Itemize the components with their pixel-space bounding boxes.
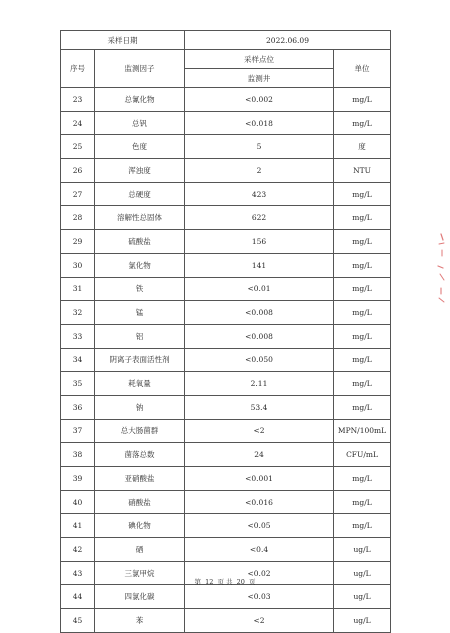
row-seq-cell: 30 xyxy=(61,253,95,277)
row-value-cell: 2.11 xyxy=(185,372,334,396)
row-value-cell: <2 xyxy=(185,419,334,443)
row-seq-cell: 23 xyxy=(61,88,95,112)
unit-header: 单位 xyxy=(334,50,391,88)
row-unit-cell: mg/L xyxy=(334,490,391,514)
row-unit-cell: mg/L xyxy=(334,88,391,112)
row-factor-cell: 阴离子表面活性剂 xyxy=(95,348,185,372)
table-row xyxy=(61,301,391,325)
table-row xyxy=(61,135,391,159)
sampling-date-label: 采样日期 xyxy=(61,31,185,50)
row-value-cell: <0.01 xyxy=(185,277,334,301)
table-row xyxy=(61,419,391,443)
page-footer xyxy=(0,577,450,586)
sampling-point-header: 采样点位 xyxy=(185,50,334,69)
row-factor-cell: 总钒 xyxy=(95,111,185,135)
table-row xyxy=(61,395,391,419)
row-value-cell: <0.02 xyxy=(185,561,334,585)
table-row xyxy=(61,372,391,396)
row-unit-cell: mg/L xyxy=(334,230,391,254)
row-factor-cell: 苯 xyxy=(95,609,185,633)
row-factor-cell: 氯化物 xyxy=(95,253,185,277)
row-value-cell: 423 xyxy=(185,182,334,206)
row-unit-cell: NTU xyxy=(334,159,391,183)
row-factor-cell: 耗氧量 xyxy=(95,372,185,396)
monitoring-results-table xyxy=(60,30,391,633)
row-seq-cell: 38 xyxy=(61,443,95,467)
row-unit-cell: mg/L xyxy=(334,111,391,135)
row-unit-cell: mg/L xyxy=(334,514,391,538)
table-row xyxy=(61,277,391,301)
row-unit-cell: mg/L xyxy=(334,253,391,277)
row-unit-cell: CFU/mL xyxy=(334,443,391,467)
row-value-cell: 622 xyxy=(185,206,334,230)
row-seq-cell: 45 xyxy=(61,609,95,633)
row-value-cell: <0.008 xyxy=(185,301,334,325)
footer-prefix: 第 xyxy=(194,578,202,586)
row-value-cell: 2 xyxy=(185,159,334,183)
row-seq-cell: 33 xyxy=(61,324,95,348)
factor-header: 监测因子 xyxy=(95,50,185,88)
table-row xyxy=(61,159,391,183)
table-row xyxy=(61,443,391,467)
sampling-point-value: 监测井 xyxy=(185,69,334,88)
row-value-cell: 141 xyxy=(185,253,334,277)
row-value-cell: <0.002 xyxy=(185,88,334,112)
row-unit-cell: mg/L xyxy=(334,324,391,348)
row-seq-cell: 36 xyxy=(61,395,95,419)
row-seq-cell: 29 xyxy=(61,230,95,254)
row-value-cell: 24 xyxy=(185,443,334,467)
row-factor-cell: 总氰化物 xyxy=(95,88,185,112)
row-value-cell: 156 xyxy=(185,230,334,254)
row-value-cell: <0.4 xyxy=(185,538,334,562)
table-row xyxy=(61,206,391,230)
footer-page-number: 12 xyxy=(205,578,214,586)
row-value-cell: 5 xyxy=(185,135,334,159)
row-seq-cell: 27 xyxy=(61,182,95,206)
row-factor-cell: 总硬度 xyxy=(95,182,185,206)
table-header-row xyxy=(61,50,391,69)
table-header-row xyxy=(61,31,391,50)
seal-stamp-fragment xyxy=(436,230,446,310)
row-factor-cell: 锰 xyxy=(95,301,185,325)
row-factor-cell: 色度 xyxy=(95,135,185,159)
row-unit-cell: ug/L xyxy=(334,609,391,633)
row-value-cell: <0.018 xyxy=(185,111,334,135)
row-seq-cell: 25 xyxy=(61,135,95,159)
row-factor-cell: 亚硝酸盐 xyxy=(95,467,185,491)
row-unit-cell: mg/L xyxy=(334,206,391,230)
row-seq-cell: 31 xyxy=(61,277,95,301)
row-factor-cell: 四氯化碳 xyxy=(95,585,185,609)
table-row xyxy=(61,230,391,254)
row-unit-cell: mg/L xyxy=(334,301,391,325)
row-unit-cell: mg/L xyxy=(334,277,391,301)
row-value-cell: 53.4 xyxy=(185,395,334,419)
row-factor-cell: 硫酸盐 xyxy=(95,230,185,254)
table-row xyxy=(61,348,391,372)
row-unit-cell: mg/L xyxy=(334,467,391,491)
row-seq-cell: 42 xyxy=(61,538,95,562)
row-factor-cell: 铝 xyxy=(95,324,185,348)
row-unit-cell: mg/L xyxy=(334,395,391,419)
row-seq-cell: 43 xyxy=(61,561,95,585)
row-seq-cell: 35 xyxy=(61,372,95,396)
row-factor-cell: 总大肠菌群 xyxy=(95,419,185,443)
footer-total-pages: 20 xyxy=(236,578,245,586)
table-row xyxy=(61,324,391,348)
row-seq-cell: 37 xyxy=(61,419,95,443)
table-row xyxy=(61,609,391,633)
row-unit-cell: ug/L xyxy=(334,561,391,585)
table-row xyxy=(61,514,391,538)
table-row xyxy=(61,111,391,135)
row-factor-cell: 三氯甲烷 xyxy=(95,561,185,585)
row-unit-cell: 度 xyxy=(334,135,391,159)
row-unit-cell: mg/L xyxy=(334,182,391,206)
row-unit-cell: mg/L xyxy=(334,348,391,372)
row-seq-cell: 32 xyxy=(61,301,95,325)
footer-suffix: 页 xyxy=(248,578,256,586)
row-unit-cell: ug/L xyxy=(334,585,391,609)
row-factor-cell: 铁 xyxy=(95,277,185,301)
row-factor-cell: 硒 xyxy=(95,538,185,562)
row-seq-cell: 41 xyxy=(61,514,95,538)
row-unit-cell: MPN/100mL xyxy=(334,419,391,443)
row-seq-cell: 39 xyxy=(61,467,95,491)
table-row xyxy=(61,253,391,277)
row-seq-cell: 26 xyxy=(61,159,95,183)
row-factor-cell: 碘化物 xyxy=(95,514,185,538)
row-seq-cell: 44 xyxy=(61,585,95,609)
row-factor-cell: 钠 xyxy=(95,395,185,419)
seq-header: 序号 xyxy=(61,50,95,88)
row-seq-cell: 40 xyxy=(61,490,95,514)
row-unit-cell: ug/L xyxy=(334,538,391,562)
row-seq-cell: 28 xyxy=(61,206,95,230)
table-row xyxy=(61,490,391,514)
table-row xyxy=(61,88,391,112)
row-value-cell: <0.05 xyxy=(185,514,334,538)
table-row xyxy=(61,182,391,206)
row-seq-cell: 24 xyxy=(61,111,95,135)
row-factor-cell: 硝酸盐 xyxy=(95,490,185,514)
row-value-cell: <0.001 xyxy=(185,467,334,491)
row-factor-cell: 溶解性总固体 xyxy=(95,206,185,230)
row-value-cell: <2 xyxy=(185,609,334,633)
table-row xyxy=(61,538,391,562)
row-seq-cell: 34 xyxy=(61,348,95,372)
row-value-cell: <0.008 xyxy=(185,324,334,348)
row-factor-cell: 菌落总数 xyxy=(95,443,185,467)
row-value-cell: <0.03 xyxy=(185,585,334,609)
table-row xyxy=(61,585,391,609)
row-value-cell: <0.016 xyxy=(185,490,334,514)
row-factor-cell: 浑浊度 xyxy=(95,159,185,183)
row-unit-cell: mg/L xyxy=(334,372,391,396)
row-value-cell: <0.050 xyxy=(185,348,334,372)
sampling-date-value: 2022.06.09 xyxy=(185,31,391,50)
table-row xyxy=(61,467,391,491)
footer-middle: 页 共 xyxy=(217,578,233,586)
